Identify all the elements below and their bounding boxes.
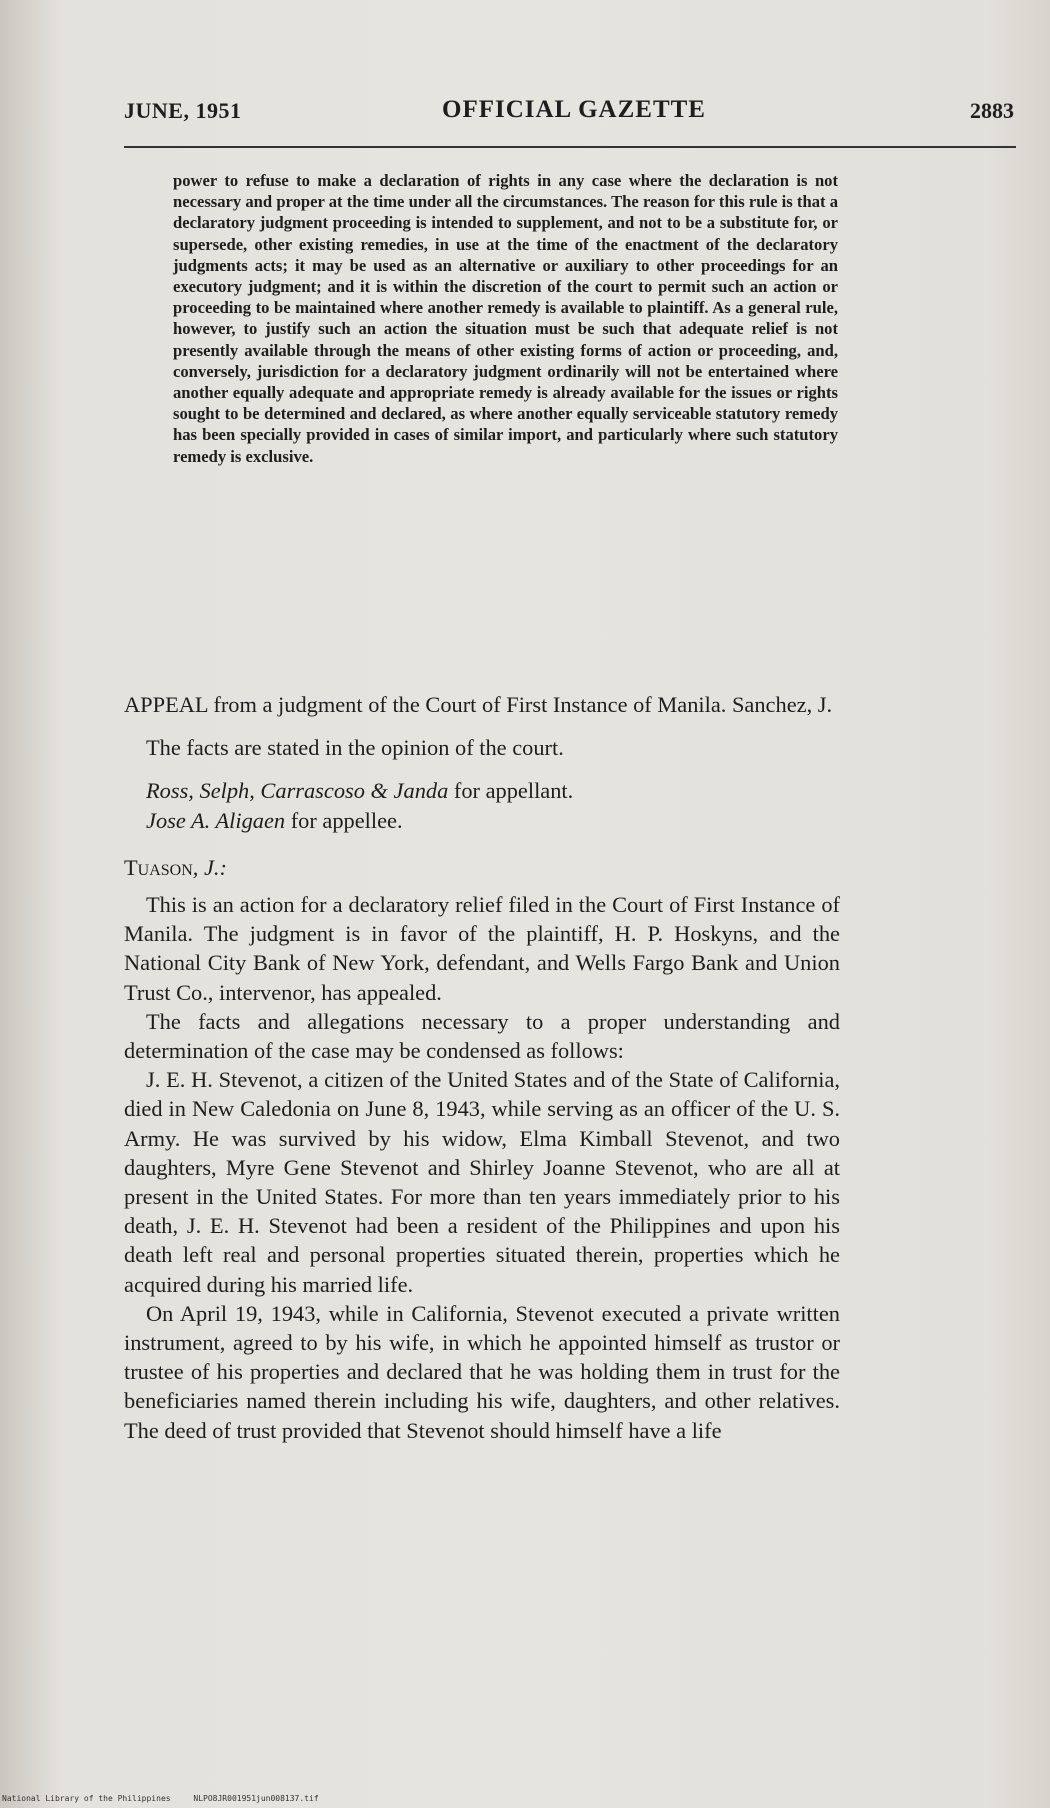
header-date: JUNE, 1951 [124, 98, 242, 123]
appellant-names: Ross, Selph, Carrascoso & Janda [146, 778, 449, 804]
header-rule [124, 146, 1016, 148]
publication-title: OFFICIAL GAZETTE [442, 96, 706, 123]
syllabus-summary [173, 170, 838, 467]
paragraph: The facts and allegations necessary to a proper understanding and determination of the case may be condensed as follows: [124, 1008, 840, 1064]
file-id: NLPO8JR001951jun008137.tif [193, 1794, 319, 1803]
judge-name: Tuason [124, 854, 193, 880]
paragraph: This is an action for a declaratory relief filed in the Court of First Instance of Manila. The judgment is in favor of the plaintiff, H. P. Hoskyns, and the National City Bank of New York, defendant, and Wells Fargo Bank and Union Trust Co., intervenor, has appealed. [124, 892, 840, 1005]
paragraph: On April 19, 1943, while in California, Stevenot executed a private written instrument, agreed to by his wife, in which he appointed himself as trustor or trustee of his properties and declared that he was holding them in trust for the beneficiaries named therein including his wife, daughters, and other relatives. The deed of trust provided that Stevenot should himself have a life [124, 1300, 840, 1443]
appellee-counsel [146, 806, 840, 835]
syllabus-text: power to refuse to make a declaration of rights in any case where the declaration is not necessary and proper at the time under all the circumstances. The reason for this rule is that a declaratory judgment proceeding is intended to supplement, and not to be a substitute for, or supersede, other existing remedies, in use at the time of the enactment of the declaratory judgments acts; it may be used as an alternative or auxiliary to other proceedings for an executory judgment; and it is within the discretion of the court to permit such an action or proceeding to be maintained where another remedy is available to plaintiff. As a general rule, however, to justify such an action the situation must be such that adequate relief is not presently available through the means of other existing forms of action or proceeding, and, conversely, jurisdiction for a declaratory judgment ordinarily will not be entertained where another equally adequate and appropriate remedy is already available for the issues or rights sought to be determined and declared, as where another equally serviceable statutory remedy has been specially provided in cases of similar import, and particularly where such statutory remedy is exclusive. [173, 171, 838, 466]
facts-note: The facts are stated in the opinion of the court. [146, 735, 564, 761]
appeal-line: APPEAL from a judgment of the Court of First Instance of Manila. Sanchez, J. [124, 692, 833, 717]
ponente [124, 853, 840, 882]
appellant-counsel [146, 776, 840, 805]
judge-suffix: , J.: [192, 854, 227, 880]
appellee-role: for appellee. [285, 807, 403, 833]
paragraph: J. E. H. Stevenot, a citizen of the United States and of the State of California, died in New Caledonia on June 8, 1943, while serving as an officer of the U. S. Army. He was survived by his widow, Elma Kimball Stevenot, and two daughters, Myre Gene Stevenot and Shirley Joanne Stevenot, who are all at present in the United States. For more than ten years immediately prior to his death, J. E. H. Stevenot had been a resident of the Philippines and upon his death left real and personal properties situated therein, properties which he acquired during his married life. [124, 1067, 840, 1297]
appellee-names: Jose A. Aligaen [146, 807, 286, 833]
appellant-role: for appellant. [448, 778, 574, 804]
scan-footer [2, 1794, 337, 1803]
counsel-block [146, 776, 840, 834]
library-credit: National Library of the Philippines [2, 1794, 171, 1803]
page-header [124, 98, 1014, 134]
decision-body [124, 690, 840, 1445]
page-number: 2883 [970, 98, 1014, 123]
